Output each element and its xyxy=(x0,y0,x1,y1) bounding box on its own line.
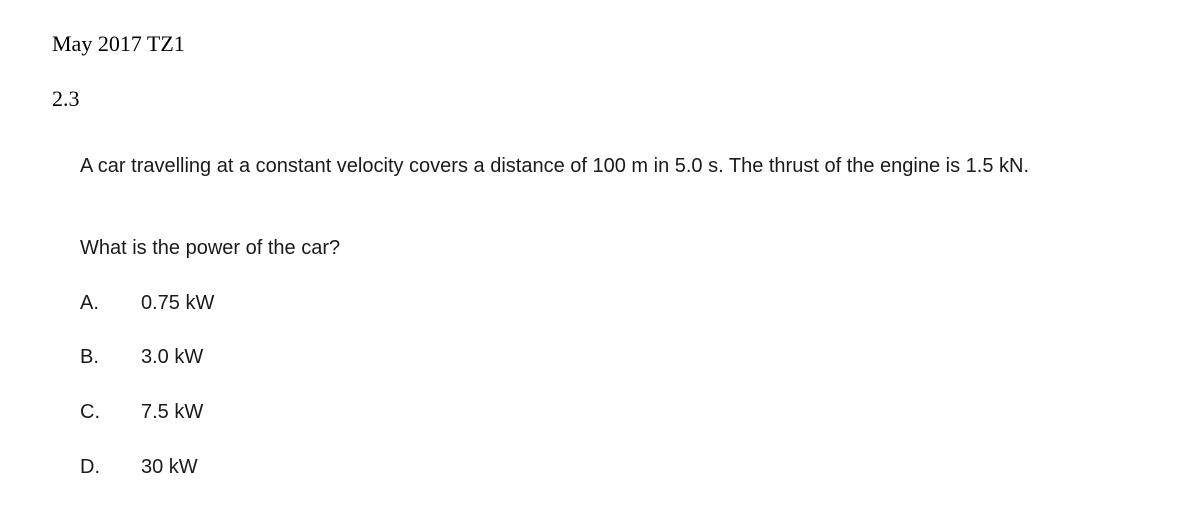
option-text: 3.0 kW xyxy=(141,346,204,368)
exam-session-title: May 2017 TZ1 xyxy=(52,31,185,56)
question-number: 2.3 xyxy=(52,86,80,111)
option-text: 0.75 kW xyxy=(141,292,215,314)
question-prompt: What is the power of the car? xyxy=(80,237,341,259)
option-letter: A. xyxy=(80,292,99,314)
answer-option-c[interactable] xyxy=(80,398,203,426)
option-letter: B. xyxy=(80,346,99,368)
question-stem: A car travelling at a constant velocity covers a distance of 100 m in 5.0 s. The thrust of the engine is 1.5 kN. xyxy=(80,155,1030,177)
option-text: 7.5 kW xyxy=(141,401,204,423)
answer-option-d[interactable] xyxy=(80,453,198,481)
option-letter: D. xyxy=(80,456,100,478)
answer-option-a[interactable] xyxy=(80,289,214,317)
answer-option-b[interactable] xyxy=(80,343,203,371)
option-text: 30 kW xyxy=(141,456,198,478)
option-letter: C. xyxy=(80,401,100,423)
